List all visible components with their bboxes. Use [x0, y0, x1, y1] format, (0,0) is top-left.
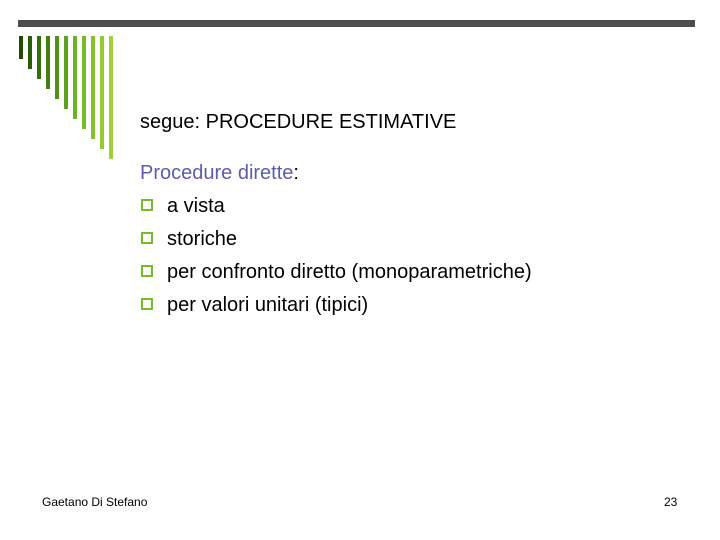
bullet-text: per confronto diretto (monoparametriche) [167, 261, 532, 283]
decorative-bar [37, 36, 41, 79]
bullet-text: a vista [167, 195, 225, 217]
decorative-bar [19, 36, 23, 59]
decorative-bar [100, 36, 104, 149]
hollow-square-icon [141, 298, 153, 310]
decorative-bar [55, 36, 59, 99]
section-heading-colon: : [293, 162, 299, 184]
hollow-square-icon [141, 265, 153, 277]
bullet-item [140, 260, 532, 293]
section-heading-text: Procedure dirette [140, 162, 294, 184]
content-section [140, 161, 532, 326]
bullet-text: storiche [167, 228, 238, 250]
decorative-bar [64, 36, 68, 109]
decorative-bar [82, 36, 86, 129]
decorative-bar [109, 36, 113, 159]
hollow-square-icon [141, 232, 153, 244]
decorative-bar [28, 36, 32, 69]
hollow-square-icon [141, 199, 153, 211]
top-rule [18, 20, 695, 27]
slide-subtitle: segue: PROCEDURE ESTIMATIVE [140, 111, 457, 133]
footer-author: Gaetano Di Stefano [42, 495, 148, 509]
page-number: 23 [664, 495, 678, 509]
bullet-text: per valori unitari (tipici) [167, 294, 369, 316]
bullet-item [140, 194, 532, 227]
bullet-item [140, 227, 532, 260]
decorative-bar [73, 36, 77, 119]
section-heading [140, 161, 532, 185]
decorative-bar [46, 36, 50, 89]
bullet-item [140, 293, 532, 326]
bullet-list [140, 194, 532, 326]
decorative-bar [91, 36, 95, 139]
